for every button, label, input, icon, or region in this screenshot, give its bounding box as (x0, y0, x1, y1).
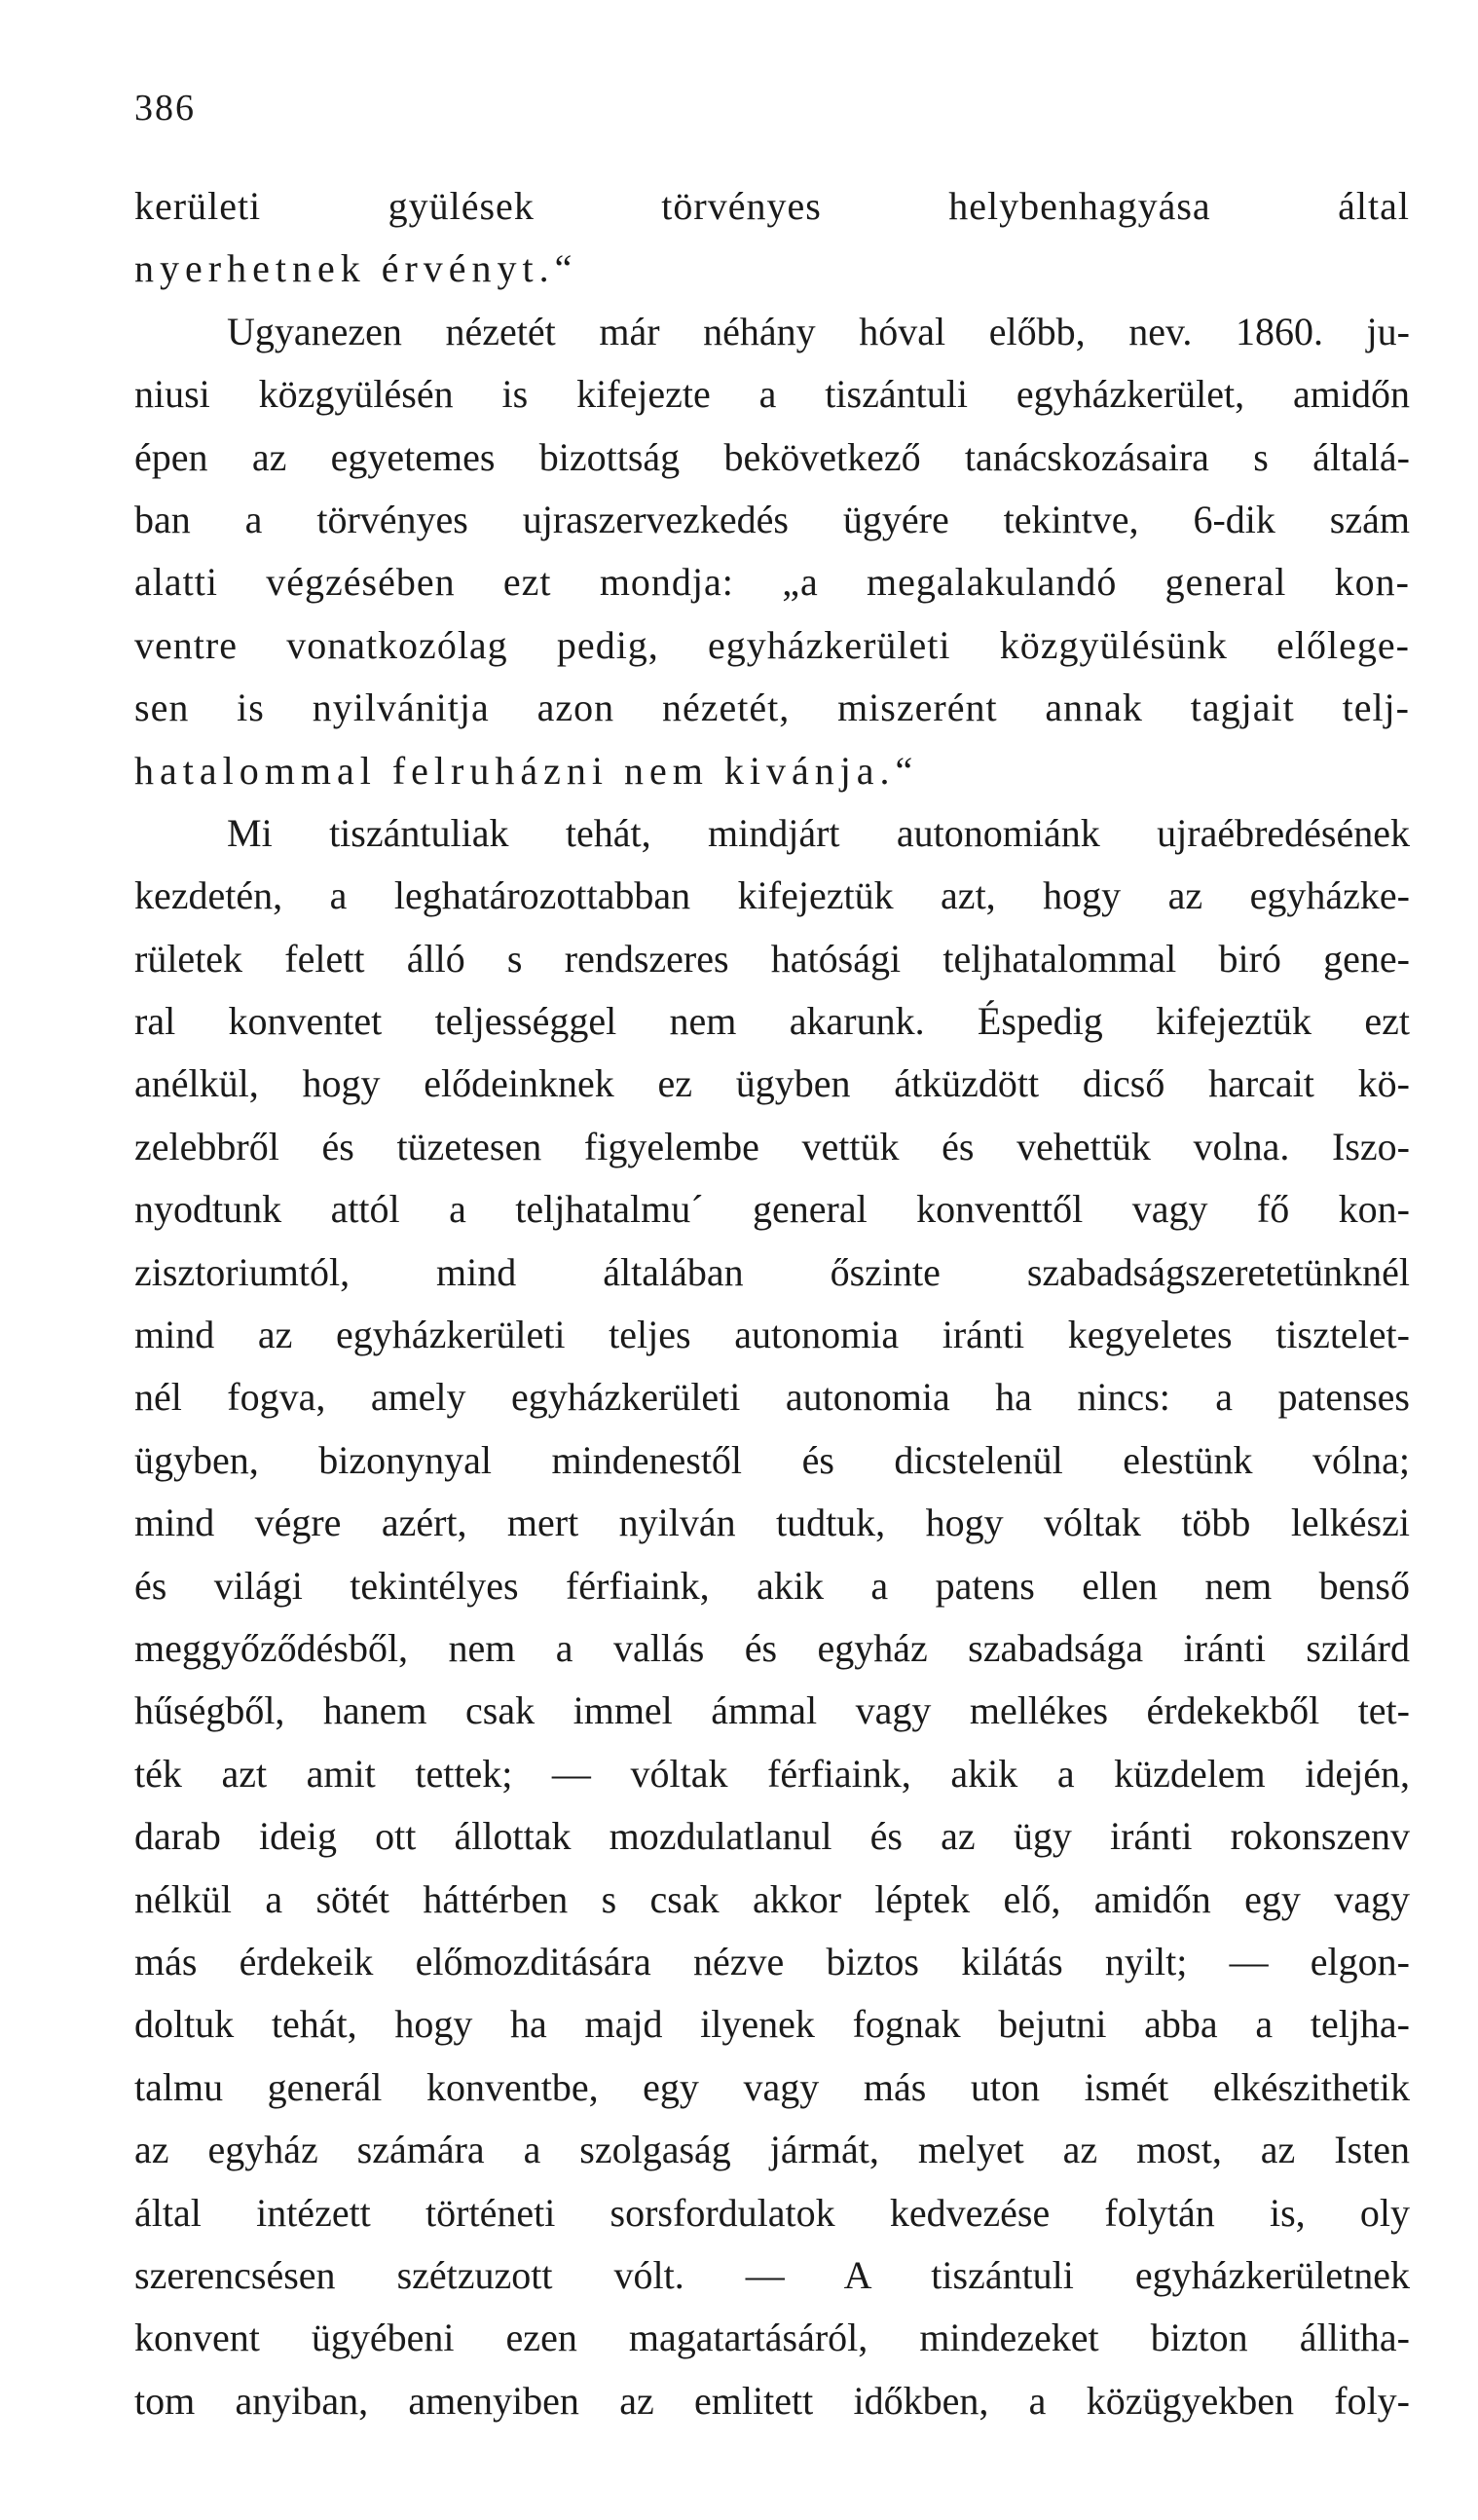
text-line: tom anyiban, amenyiben az emlitett időkben, a közügyekben foly- (134, 2378, 1410, 2423)
text-line: mind végre azért, mert nyilván tudtuk, hogy vóltak több lelkészi (134, 1501, 1410, 1545)
text-line: ventre vonatkozólag pedig, egyházkerületi közgyülésünk előlege- (134, 622, 1410, 667)
text-line: darab ideig ott állottak mozdulatlanul és az ügy iránti rokonszenv (134, 1814, 1410, 1859)
text-line: rületek felett álló s rendszeres hatósági teljhatalommal biró gene- (134, 936, 1410, 981)
text-line: kerületi gyülések törvényes helybenhagyása által (134, 184, 1410, 228)
text-line: anélkül, hogy elődeinknek ez ügyben átküzdött dicső harcait kö- (134, 1061, 1410, 1106)
text-line: nyodtunk attól a teljhatalmu´ general konventtől vagy fő kon- (134, 1187, 1410, 1232)
text-line: az egyház számára a szolgaság jármát, melyet az most, az Isten (134, 2128, 1410, 2172)
text-line: épen az egyetemes bizottság bekövetkező tanácskozásaira s általá- (134, 434, 1410, 479)
text-line: ügyben, bizonynyal mindenestől és dicstelenül elestünk vólna; (134, 1437, 1410, 1482)
text-line: mind az egyházkerületi teljes autonomia iránti kegyeletes tisztelet- (134, 1313, 1410, 1357)
text-line: és világi tekintélyes férfiaink, akik a patens ellen nem benső (134, 1563, 1410, 1608)
text-line: ték azt amit tettek; — vóltak férfiaink, akik a küzdelem idején, (134, 1751, 1410, 1796)
text-line: Mi tiszántuliak tehát, mindjárt autonomiánk ujraébredésének (227, 810, 1410, 855)
text-line: doltuk tehát, hogy ha majd ilyenek fognak bejutni abba a teljha- (134, 2002, 1410, 2047)
text-line: alatti végzésében ezt mondja: „a megalakulandó general kon- (134, 560, 1410, 605)
text-line: sen is nyilvánitja azon nézetét, miszerént annak tagjait telj- (134, 686, 1410, 730)
text-line: nyerhetnek érvényt.“ (134, 246, 578, 291)
text-line: zelebbről és tüzetesen figyelembe vettük és vehettük volna. Iszo- (134, 1124, 1410, 1168)
text-line: niusi közgyülésén is kifejezte a tiszántuli egyházkerület, amidőn (134, 372, 1410, 417)
text-line: által intézett történeti sorsfordulatok kedvezése folytán is, oly (134, 2190, 1410, 2235)
text-line: kezdetén, a leghatározottabban kifejeztük azt, hogy az egyházke- (134, 873, 1410, 918)
text-line: ban a törvényes ujraszervezkedés ügyére tekintve, 6-dik szám (134, 497, 1410, 541)
text-line: konvent ügyébeni ezen magatartásáról, mindezeket bizton állitha- (134, 2316, 1410, 2360)
body-text (134, 175, 1410, 2432)
text-line: hatalommal felruházni nem kivánja.“ (134, 748, 919, 793)
text-line: meggyőződésből, nem a vallás és egyház szabadsága iránti szilárd (134, 1625, 1410, 1670)
text-line: nélkül a sötét háttérben s csak akkor léptek elő, amidőn egy vagy (134, 1876, 1410, 1921)
text-line: más érdekeik előmozditására nézve biztos kilátás nyilt; — elgon- (134, 1939, 1410, 1983)
text-line: nél fogva, amely egyházkerületi autonomia ha nincs: a patenses (134, 1375, 1410, 1420)
text-line: zisztoriumtól, mind általában őszinte szabadságszeretetünknél (134, 1249, 1410, 1294)
text-line: ral konventet teljességgel nem akarunk. Éspedig kifejeztük ezt (134, 999, 1410, 1044)
text-line: talmu generál konventbe, egy vagy más uton ismét elkészithetik (134, 2064, 1410, 2109)
text-line: Ugyanezen nézetét már néhány hóval előbb, nev. 1860. ju- (227, 309, 1410, 353)
text-line: hűségből, hanem csak immel ámmal vagy mellékes érdekekből tet- (134, 1688, 1410, 1733)
page-number: 386 (134, 88, 196, 129)
text-line: szerencsésen szétzuzott vólt. — A tiszántuli egyházkerületnek (134, 2252, 1410, 2297)
